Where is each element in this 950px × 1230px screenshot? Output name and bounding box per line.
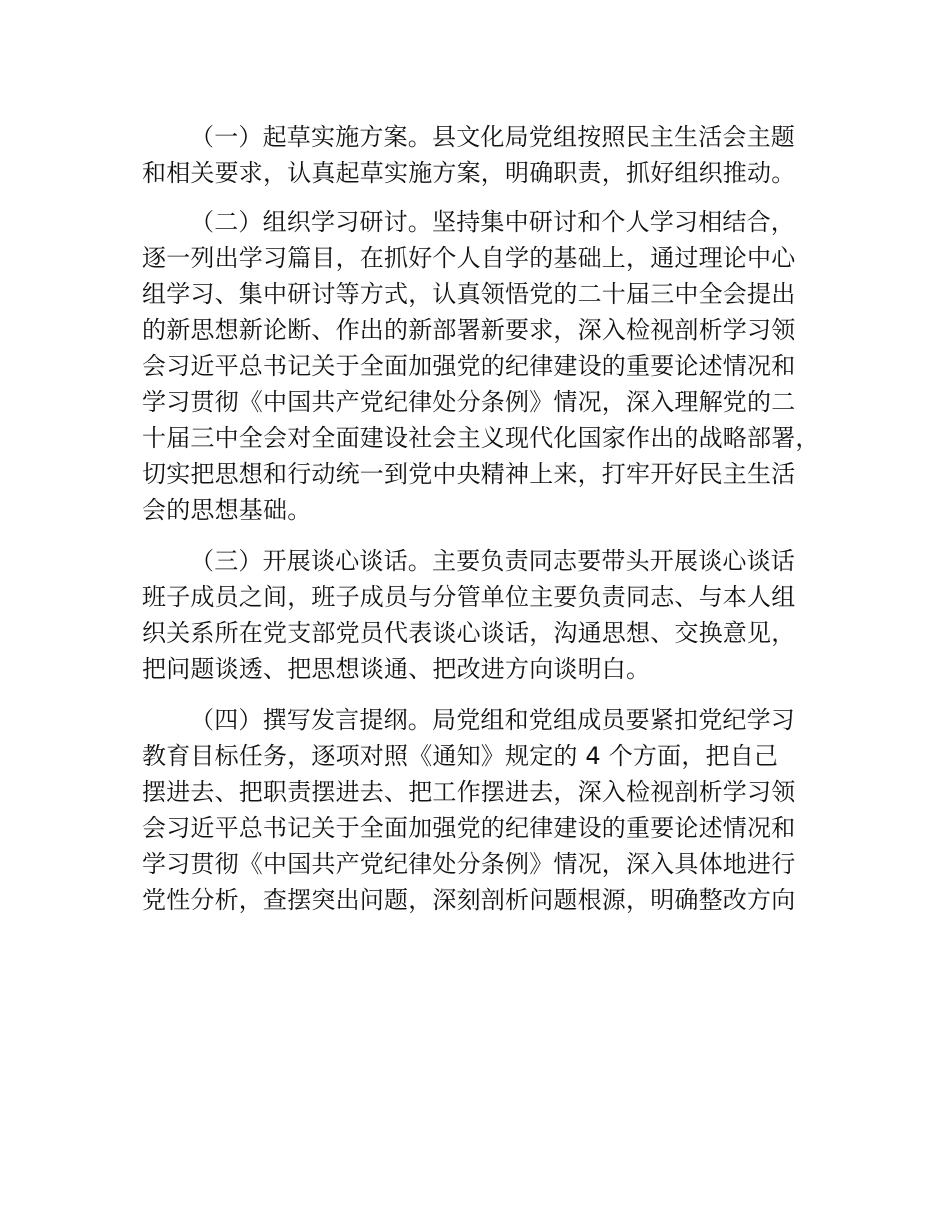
- paragraph-2: [142, 204, 842, 528]
- paragraph-line: 学习贯彻《中国共产党纪律处分条例》情况，深入理解党的二: [142, 388, 796, 416]
- paragraph-4: [142, 702, 842, 918]
- paragraph-line: （二）组织学习研讨。坚持集中研讨和个人学习相结合，: [190, 208, 795, 236]
- paragraph-line: 的新思想新论断、作出的新部署新要求，深入检视剖析学习领: [142, 316, 796, 344]
- paragraph-line: 会习近平总书记关于全面加强党的纪律建设的重要论述情况和: [142, 814, 796, 842]
- paragraph-line: 逐一列出学习篇目，在抓好个人自学的基础上，通过理论中心: [142, 244, 796, 272]
- paragraph-line: 把问题谈透、把思想谈通、把改进方向谈明白。: [142, 655, 651, 683]
- paragraph-line: （四）撰写发言提纲。局党组和党组成员要紧扣党纪学习: [190, 706, 795, 734]
- document-body: [142, 119, 842, 918]
- paragraph-line: 摆进去、把职责摆进去、把工作摆进去，深入检视剖析学习领: [142, 778, 796, 806]
- paragraph-line: 十届三中全会对全面建设社会主义现代化国家作出的战略部署，: [142, 424, 820, 452]
- paragraph-line: 班子成员之间，班子成员与分管单位主要负责同志、与本人组: [142, 583, 796, 611]
- paragraph-line: （三）开展谈心谈话。主要负责同志要带头开展谈心谈话: [190, 547, 795, 575]
- paragraph-1: [142, 119, 842, 191]
- paragraph-line: 教育目标任务，逐项对照《通知》规定的 4 个方面，把自己: [142, 742, 779, 770]
- paragraph-line: （一）起草实施方案。县文化局党组按照民主生活会主题: [190, 123, 795, 151]
- paragraph-line: 切实把思想和行动统一到党中央精神上来，打牢开好民主生活: [142, 460, 796, 488]
- paragraph-line: 会习近平总书记关于全面加强党的纪律建设的重要论述情况和: [142, 352, 796, 380]
- paragraph-line: 党性分析，查摆突出问题，深刻剖析问题根源，明确整改方向: [142, 886, 796, 914]
- paragraph-3: [142, 543, 842, 687]
- paragraph-line: 织关系所在党支部党员代表谈心谈话，沟通思想、交换意见，: [142, 619, 796, 647]
- paragraph-line: 学习贯彻《中国共产党纪律处分条例》情况，深入具体地进行: [142, 850, 796, 878]
- paragraph-line: 和相关要求，认真起草实施方案，明确职责，抓好组织推动。: [142, 159, 796, 187]
- paragraph-line: 会的思想基础。: [142, 496, 312, 524]
- paragraph-line: 组学习、集中研讨等方式，认真领悟党的二十届三中全会提出: [142, 280, 796, 308]
